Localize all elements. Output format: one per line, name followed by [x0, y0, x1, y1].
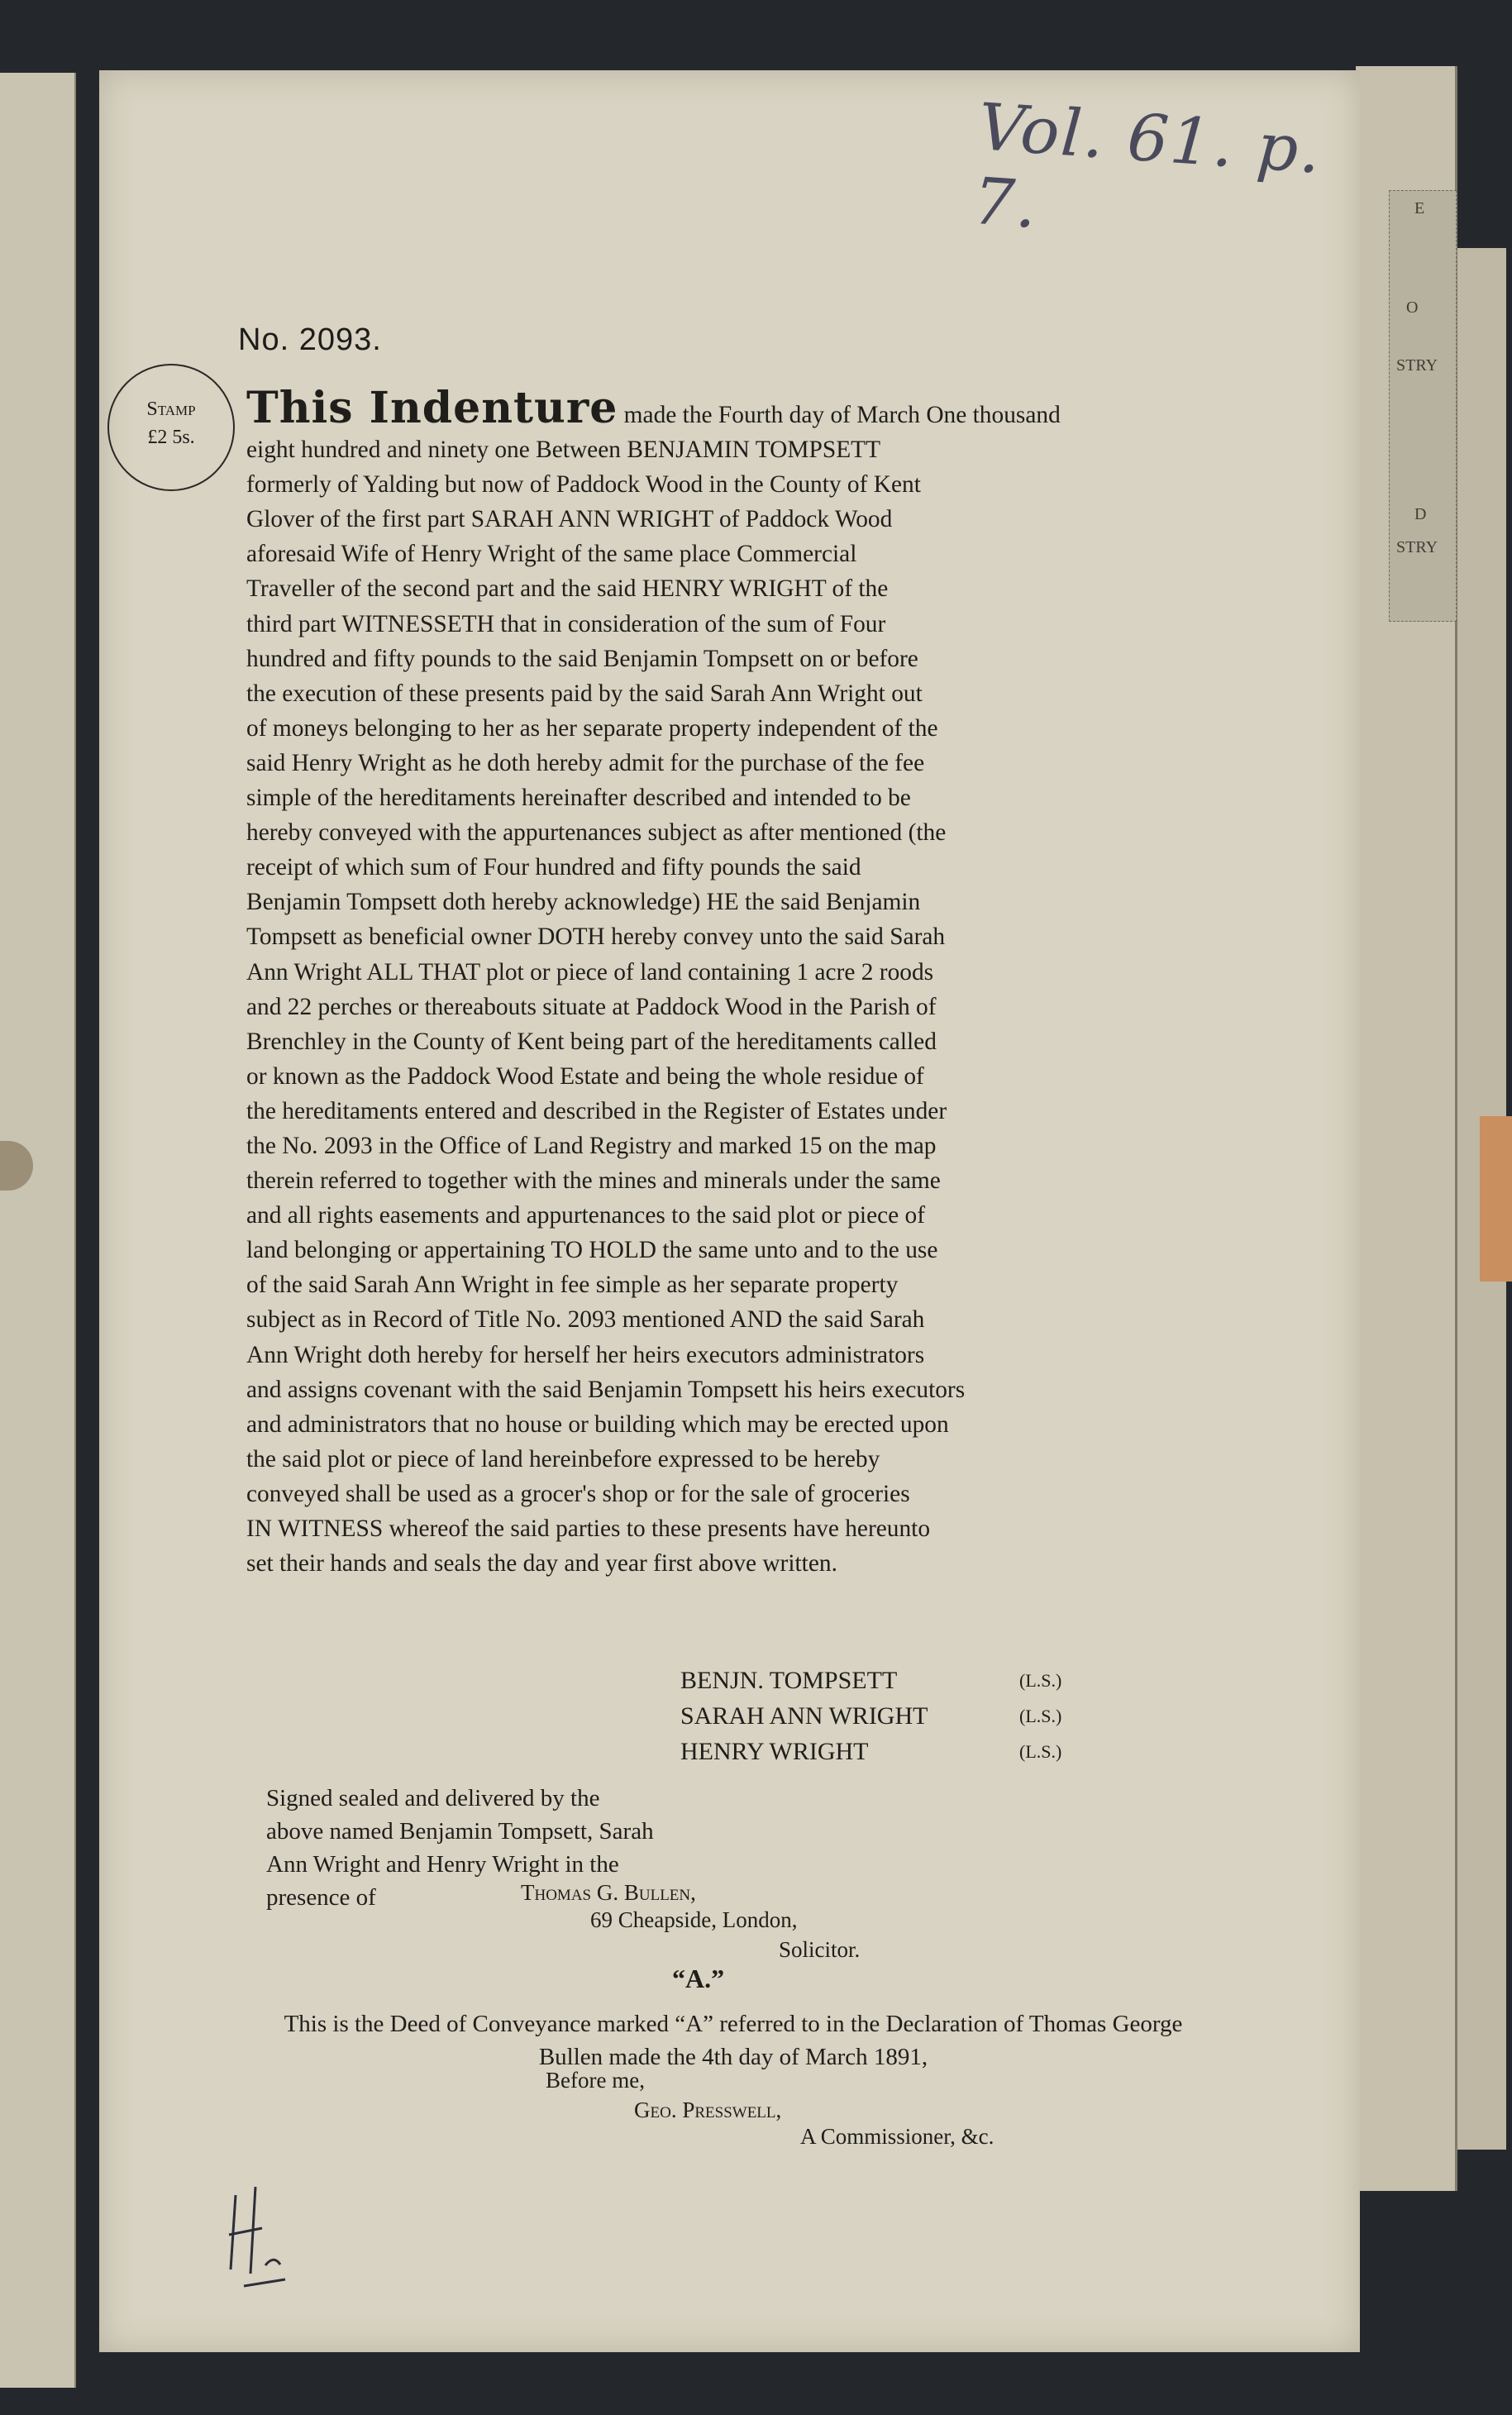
body-line: set their hands and seals the day and year first above written.	[246, 1550, 837, 1577]
stamp-label: Stamp	[146, 399, 196, 420]
body-line: Brenchley in the County of Kent being part of the hereditaments called	[246, 1028, 937, 1055]
seal-mark: (L.S.)	[1019, 1741, 1062, 1762]
body-line-text: made the Fourth day of March One thousand	[618, 402, 1061, 428]
body-line: IN WITNESS whereof the said parties to these presents have hereunto	[246, 1515, 931, 1542]
commissioner-name: Geo. Presswell,	[634, 2098, 782, 2122]
body-line: the No. 2093 in the Office of Land Registry and marked 15 on the map	[246, 1132, 937, 1159]
side-stamp-letter: STRY	[1396, 538, 1438, 556]
body-line: the said plot or piece of land hereinbefore expressed to be hereby	[246, 1445, 880, 1472]
witness-address: 69 Cheapside, London,	[590, 1907, 798, 1932]
body-line: eight hundred and ninety one Between BENJAMIN TOMPSETT	[246, 437, 881, 464]
indenture-body	[246, 383, 1197, 1581]
left-page-edge	[0, 73, 76, 2388]
attestation-clause: Signed sealed and delivered by the above named Benjamin Tompsett, Sarah Ann Wright and Henry Wright in the presence of	[266, 1785, 654, 1911]
body-line: Glover of the first part SARAH ANN WRIGHT of Paddock Wood	[246, 506, 893, 533]
body-line: and assigns covenant with the said Benjamin Tompsett his heirs executors	[246, 1376, 966, 1403]
body-line: land belonging or appertaining TO HOLD the same unto and to the use	[246, 1237, 938, 1264]
margin-note: Vol. 61. p. 7.	[971, 90, 1325, 244]
before-me: Before me,	[546, 2068, 645, 2093]
declaration-text: This is the Deed of Conveyance marked “A” referred to in the Declaration of Thomas George Bullen made the 4th day of March 1891,	[284, 2011, 1183, 2070]
handwritten-initials	[219, 2179, 293, 2298]
seal-mark: (L.S.)	[1019, 1706, 1062, 1726]
body-line: hereby conveyed with the appurtenances subject as after mentioned (the	[246, 819, 947, 847]
orange-tab	[1480, 1116, 1512, 1281]
body-line: Benjamin Tompsett doth hereby acknowledge) HE the said Benjamin	[246, 889, 921, 916]
body-line: Traveller of the second part and the said HENRY WRIGHT of the	[246, 575, 889, 603]
body-line: hundred and fifty pounds to the said Benjamin Tompsett on or before	[246, 645, 918, 672]
body-line: conveyed shall be used as a grocer's shop or for the sale of groceries	[246, 1480, 910, 1507]
body-line: receipt of which sum of Four hundred and fifty pounds the said	[246, 854, 861, 881]
body-line: of moneys belonging to her as her separate property independent of the	[246, 714, 938, 742]
commissioner-title: A Commissioner, &c.	[800, 2124, 994, 2149]
body-line: aforesaid Wife of Henry Wright of the same place Commercial	[246, 541, 857, 568]
exhibit-mark: “A.”	[672, 1964, 725, 1993]
initials-signature	[219, 2179, 293, 2294]
duty-stamp	[107, 364, 235, 491]
stamp-value: £2 5s.	[147, 427, 195, 448]
body-line: Ann Wright doth hereby for herself her heirs executors administrators	[246, 1341, 925, 1368]
body-line: said Henry Wright as he doth hereby admit for the purchase of the fee	[246, 749, 925, 776]
signature-row	[680, 1734, 1061, 1769]
body-line: formerly of Yalding but now of Paddock Wood in the County of Kent	[246, 471, 921, 499]
signature-block	[680, 1663, 1061, 1769]
body-line: and administrators that no house or building which may be erected upon	[246, 1410, 949, 1438]
body-line: subject as in Record of Title No. 2093 mentioned AND the said Sarah	[246, 1306, 925, 1334]
signatory-name: BENJN. TOMPSETT	[680, 1667, 898, 1694]
body-line: or known as the Paddock Wood Estate and being the whole residue of	[246, 1062, 924, 1090]
body-line: third part WITNESSETH that in consideration of the sum of Four	[246, 610, 886, 637]
signatory-name: SARAH ANN WRIGHT	[680, 1702, 928, 1730]
side-stamp-letter: D	[1414, 505, 1427, 523]
body-line: of the said Sarah Ann Wright in fee simple as her separate property	[246, 1272, 899, 1299]
witness-name: Thomas G. Bullen,	[521, 1880, 696, 1905]
document-number: No. 2093.	[238, 322, 382, 357]
body-line: and all rights easements and appurtenances to the said plot or piece of	[246, 1202, 926, 1229]
body-line: and 22 perches or thereabouts situate at Paddock Wood in the Parish of	[246, 993, 937, 1020]
signature-row	[680, 1698, 1061, 1734]
body-line: therein referred to together with the mines and minerals under the same	[246, 1167, 941, 1195]
signatory-name: HENRY WRIGHT	[680, 1738, 869, 1765]
signature-row	[680, 1663, 1061, 1698]
side-stamp-letter: O	[1406, 298, 1419, 317]
indenture-heading: This Indenture	[246, 383, 618, 433]
body-line: simple of the hereditaments hereinafter described and intended to be	[246, 785, 911, 812]
body-line: Ann Wright ALL THAT plot or piece of land containing 1 acre 2 roods	[246, 958, 934, 986]
side-stamp-fragment	[1389, 190, 1457, 622]
side-stamp-letter: STRY	[1396, 356, 1438, 375]
body-line: the hereditaments entered and described in the Register of Estates under	[246, 1097, 947, 1124]
seal-mark: (L.S.)	[1019, 1670, 1062, 1691]
document-page	[99, 70, 1360, 2352]
witness-title: Solicitor.	[779, 1937, 861, 1962]
side-stamp-letter: E	[1414, 199, 1425, 217]
body-line	[246, 383, 1197, 433]
body-line: Tompsett as beneficial owner DOTH hereby convey unto the said Sarah	[246, 924, 946, 951]
body-line: the execution of these presents paid by the said Sarah Ann Wright out	[246, 680, 923, 707]
